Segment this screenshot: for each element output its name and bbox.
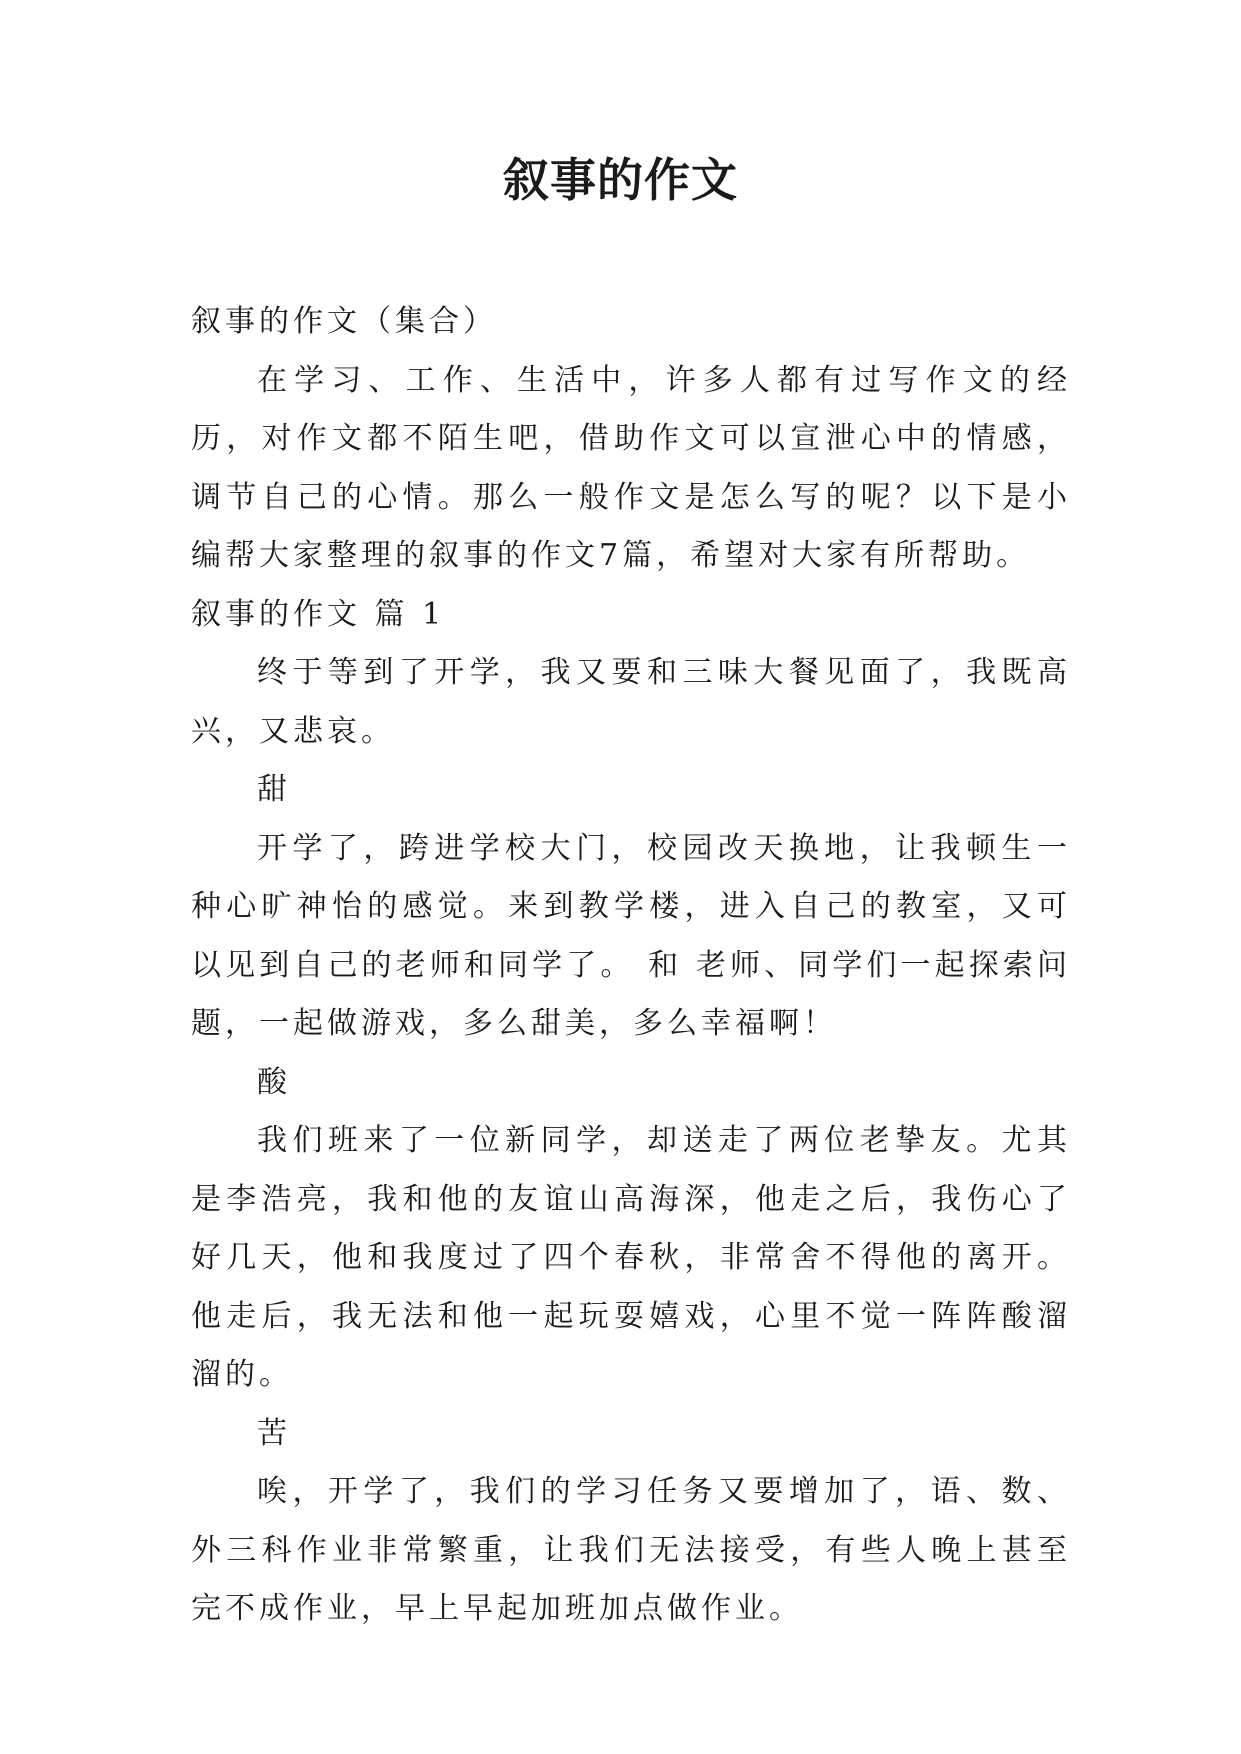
paragraph-heading-bitter: 苦 <box>257 1415 291 1451</box>
document-body <box>191 293 1071 1639</box>
document-subtitle: 叙事的作文（集合） <box>191 304 497 339</box>
section-heading: 叙事的作文 篇 1 <box>191 596 446 632</box>
paragraph-heading-sour: 酸 <box>257 1064 291 1100</box>
document-title: 叙事的作文 <box>503 153 738 207</box>
paragraph: 开学了，跨进学校大门，校园改天换地，让我顿生一种心旷神怡的感觉。来到教学楼，进入自己的教室，又可以见到自己的老师和同学了。 和 老师、同学们一起探索问题，一起做游戏，多么甜美，多么幸福啊！ <box>191 830 1071 1041</box>
paragraph: 终于等到了开学，我又要和三味大餐见面了，我既高兴，又悲哀。 <box>191 655 1071 749</box>
paragraph: 唉，开学了，我们的学习任务又要增加了，语、数、外三科作业非常繁重，让我们无法接受，有些人晚上甚至完不成作业，早上早起加班加点做作业。 <box>191 1474 1071 1626</box>
paragraph: 我们班来了一位新同学，却送走了两位老挚友。尤其是李浩亮，我和他的友谊山高海深，他走之后，我伤心了好几天，他和我度过了四个春秋，非常舍不得他的离开。他走后，我无法和他一起玩耍嬉戏，心里不觉一阵阵酸溜溜的。 <box>191 1123 1071 1392</box>
intro-paragraph: 在学习、工作、生活中，许多人都有过写作文的经历，对作文都不陌生吧，借助作文可以宣泄心中的情感，调节自己的心情。那么一般作文是怎么写的呢？以下是小编帮大家整理的叙事的作文7篇，希望对大家有所帮助。 <box>191 362 1071 573</box>
paragraph-heading-sweet: 甜 <box>257 772 291 807</box>
